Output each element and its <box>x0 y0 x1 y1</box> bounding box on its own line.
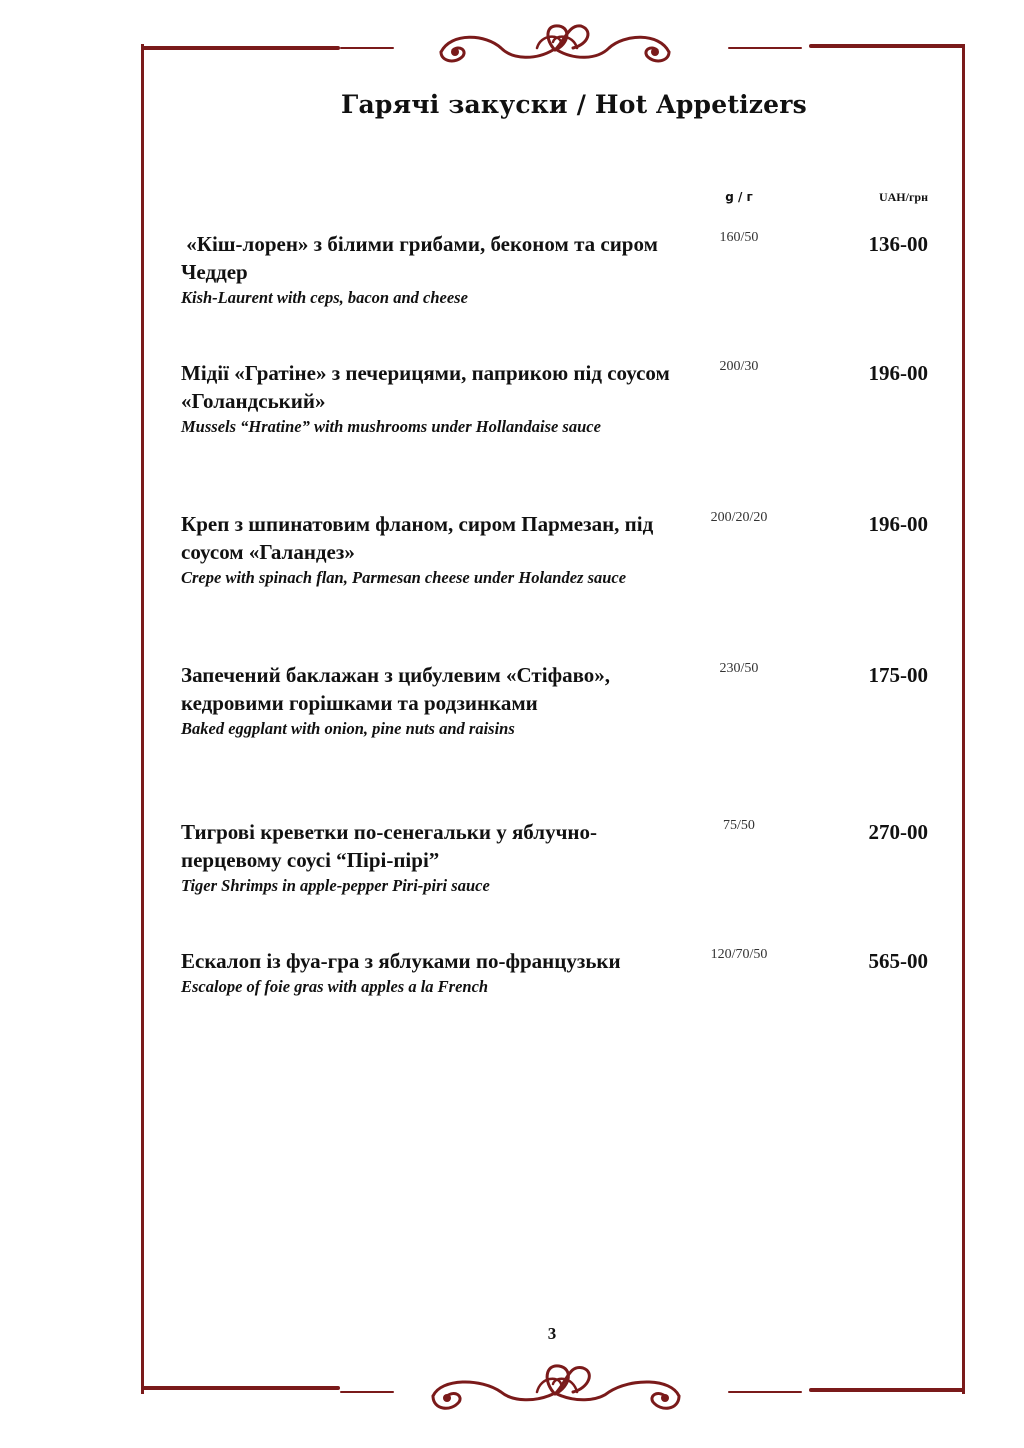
item-name-ua: «Кіш-лорен» з білими грибами, беконом та сиром Чеддер <box>181 232 664 284</box>
page-number: 3 <box>547 1324 557 1343</box>
page-title: Гарячі закуски / Hot Appetizers <box>341 90 807 119</box>
menu-item <box>181 510 941 588</box>
item-name-ua: Тигрові креветки по-сенегальки у яблучно-перцевому соусі “Пірі-пірі” <box>181 820 598 872</box>
item-name-en: Baked eggplant with onion, pine nuts and raisins <box>181 719 515 738</box>
menu-item <box>181 818 941 896</box>
weight-column-header: g / г <box>725 190 753 204</box>
item-name-en: Escalope of foie gras with apples a la French <box>181 977 489 996</box>
frame-left-border <box>141 44 144 1394</box>
bottom-ornament-icon <box>141 1356 965 1426</box>
item-name-ua: Ескалоп із фуа-гра з яблуками по-французьки <box>181 949 621 973</box>
item-name-en: Tiger Shrimps in apple-pepper Piri-piri sauce <box>181 876 490 895</box>
item-name-en: Mussels “Hratine” with mushrooms under Hollandaise sauce <box>181 417 601 436</box>
item-price: 196-00 <box>868 512 928 536</box>
item-price: 136-00 <box>868 232 928 256</box>
item-name-ua: Запечений баклажан з цибулевим «Стіфаво», кедровими горішками та родзинками <box>181 663 611 715</box>
menu-item <box>181 230 941 308</box>
item-weight: 200/20/20 <box>710 510 768 525</box>
item-weight: 75/50 <box>723 818 755 833</box>
frame-right-border <box>962 44 965 1394</box>
item-weight: 230/50 <box>719 661 759 676</box>
item-weight: 160/50 <box>719 230 759 245</box>
menu-item <box>181 661 941 739</box>
menu-item <box>181 947 941 997</box>
item-price: 270-00 <box>868 820 928 844</box>
top-ornament-icon <box>141 12 965 82</box>
item-name-en: Kish-Laurent with ceps, bacon and cheese <box>181 288 468 307</box>
item-name-ua: Мідії «Гратіне» з печерицями, паприкою під соусом «Голандський» <box>181 361 670 413</box>
item-price: 196-00 <box>868 361 928 385</box>
item-name-en: Crepe with spinach flan, Parmesan cheese under Holandez sauce <box>181 568 627 587</box>
item-name-ua: Креп з шпинатовим фланом, сиром Пармезан, під соусом «Галандез» <box>181 512 654 564</box>
item-weight: 200/30 <box>719 359 759 374</box>
item-price: 565-00 <box>868 949 928 973</box>
item-price: 175-00 <box>868 663 928 687</box>
price-column-header: UAH/грн <box>878 190 928 204</box>
menu-item <box>181 359 941 437</box>
item-weight: 120/70/50 <box>710 947 768 962</box>
